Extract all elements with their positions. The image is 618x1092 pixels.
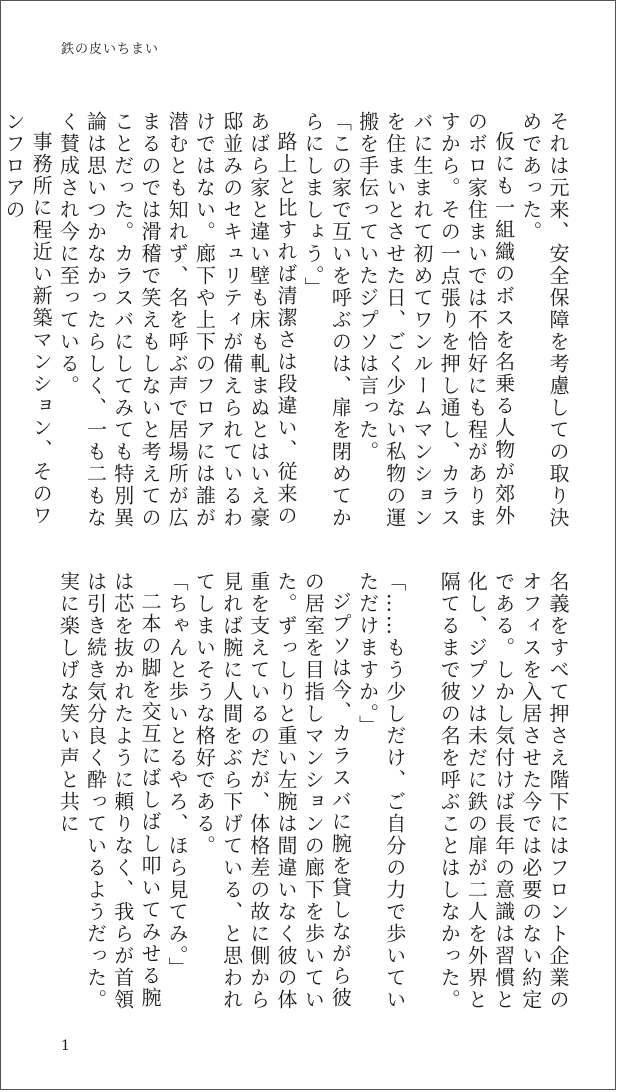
paragraph: ジプソは今、カラスバに腕を貸しながら彼の居室を目指しマンションの廊下を歩いていた。ずっしりと重い左腕は間違いなく彼の体重を支えているのだが、体格差の故に側から見れば腕に人間をぶら下げている、と思われてしまいそうな格好である。 bbox=[192, 571, 353, 1011]
page-number: 1 bbox=[61, 1038, 70, 1054]
dialogue-line: 「……もう少しだけ、ご自分の力で歩いていただけますか。」 bbox=[355, 571, 407, 1011]
paragraph: 名義をすべて押さえ階下にはフロント企業のオフィスを入居させた今では必要のない約定である。しかし気付けば長年の意識は習慣と化し、ジプソは未だに鉄の扉が二人を外界と隔てるまで彼の名を呼ぶことはしなかった。 bbox=[437, 571, 570, 1011]
running-header: 鉄の皮いちまい bbox=[61, 42, 160, 57]
paragraph: 二本の脚を交互にばしばし叩いてみせる腕は芯を抜かれたように頼りなく、我らが首領は引き続き気分良く酔っているようだった。実に楽しげな笑い声と共に bbox=[56, 571, 162, 1011]
blank-line bbox=[408, 571, 435, 1016]
paragraph: 路上と比すれば清潔さは段違い、従来のあばら家と違い壁も床も軋まぬとはいえ豪邸並みのセキュリティが備えられているわけではない。廊下や上下のフロアには誰が潜むとも知れず、名を呼ぶ声で居場所が広まるのでは滑稽で笑えもしないと考えてのことだった。カラスバにしてみても特別異論は思いつかなかったらしく、一も二もなく賛成され今に至っている。 bbox=[56, 111, 298, 529]
text-block-top bbox=[0, 111, 571, 541]
paragraph: 仮にも一組織のボスを名乗る人物が郊外のボロ家住まいでは不恰好にも程がありますから。その一点張りを押し通し、カラスバに生まれて初めてワンルームマンションを住まいとさせた日、ごく少ない私物の運搬を手伝っていたジプソは言った。 bbox=[355, 111, 516, 529]
dialogue-line: 「この家で互いを呼ぶのは、扉を閉めてからにしましょう。」 bbox=[301, 111, 353, 529]
paragraph: それは元来、安全保障を考慮しての取り決めであった。 bbox=[518, 111, 570, 529]
paragraph: 事務所に程近い新築マンション、そのワンフロアの bbox=[1, 111, 54, 527]
text-block-bottom bbox=[54, 571, 571, 1016]
dialogue-line: 「ちゃんと歩いとるやろ、ほら見てみ。」 bbox=[165, 571, 190, 979]
